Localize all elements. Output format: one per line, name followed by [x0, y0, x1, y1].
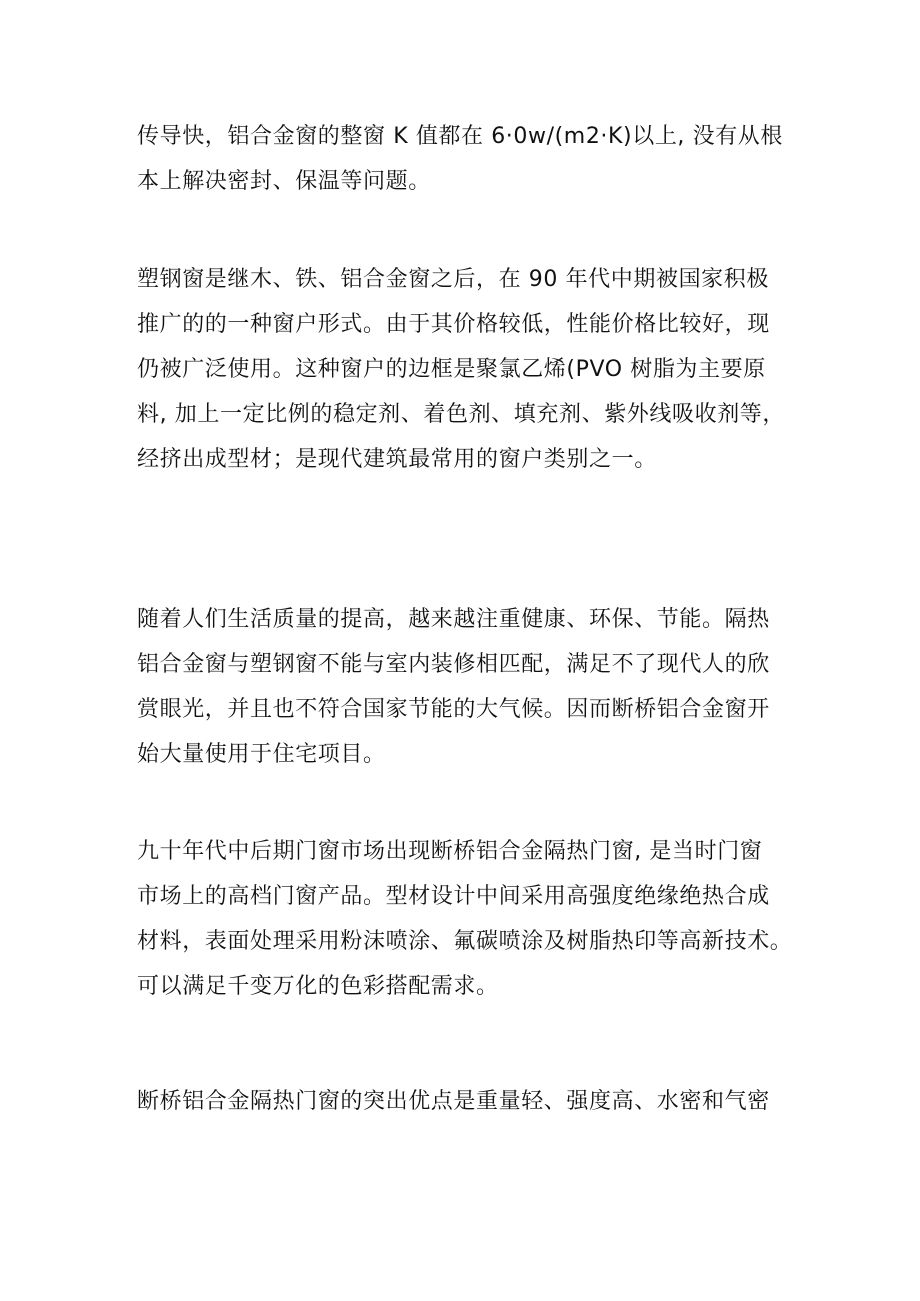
text-line: 赏眼光，并且也不符合国家节能的大气候。因而断桥铝合金窗开	[137, 697, 770, 722]
text-line: 传导快，铝合金窗的整窗 K 值都在 6·0w/(m2·K)以上, 没有从根	[137, 124, 783, 149]
text-line: 推广的的一种窗户形式。由于其价格较低，性能价格比较好，现	[137, 312, 770, 337]
paragraph-thermal-conductivity	[137, 114, 817, 204]
text-line: 九十年代中后期门窗市场出现断桥铝合金隔热门窗, 是当时门窗	[137, 839, 763, 864]
text-line: 市场上的高档门窗产品。型材设计中间采用高强度绝缘绝热合成	[137, 884, 770, 909]
paragraph-living-quality	[137, 597, 817, 777]
text-line: 本上解决密封、保温等问题。	[137, 169, 431, 194]
text-line: 随着人们生活质量的提高，越来越注重健康、环保、节能。隔热	[137, 607, 770, 632]
text-line: 断桥铝合金隔热门窗的突出优点是重量轻、强度高、水密和气密	[137, 1089, 770, 1114]
paragraph-broken-bridge-history	[137, 829, 817, 1009]
text-line: 仍被广泛使用。这种窗户的边框是聚氯乙烯(PVO 树脂为主要原	[137, 357, 766, 382]
text-line: 材料，表面处理采用粉沫喷涂、氟碳喷涂及树脂热印等高新技术。	[137, 929, 793, 954]
text-line: 可以满足千变万化的色彩搭配需求。	[137, 974, 499, 999]
paragraph-pvc-windows	[137, 257, 817, 482]
text-line: 铝合金窗与塑钢窗不能与室内装修相匹配，满足不了现代人的欣	[137, 652, 770, 677]
text-line: 塑钢窗是继木、铁、铝合金窗之后，在 90 年代中期被国家积极	[137, 267, 769, 292]
text-line: 料, 加上一定比例的稳定剂、着色剂、填充剂、紫外线吸收剂等，	[137, 402, 785, 427]
text-line: 始大量使用于住宅项目。	[137, 742, 386, 767]
paragraph-advantages	[137, 1079, 817, 1124]
text-line: 经挤出成型材；是现代建筑最常用的窗户类别之一。	[137, 447, 657, 472]
